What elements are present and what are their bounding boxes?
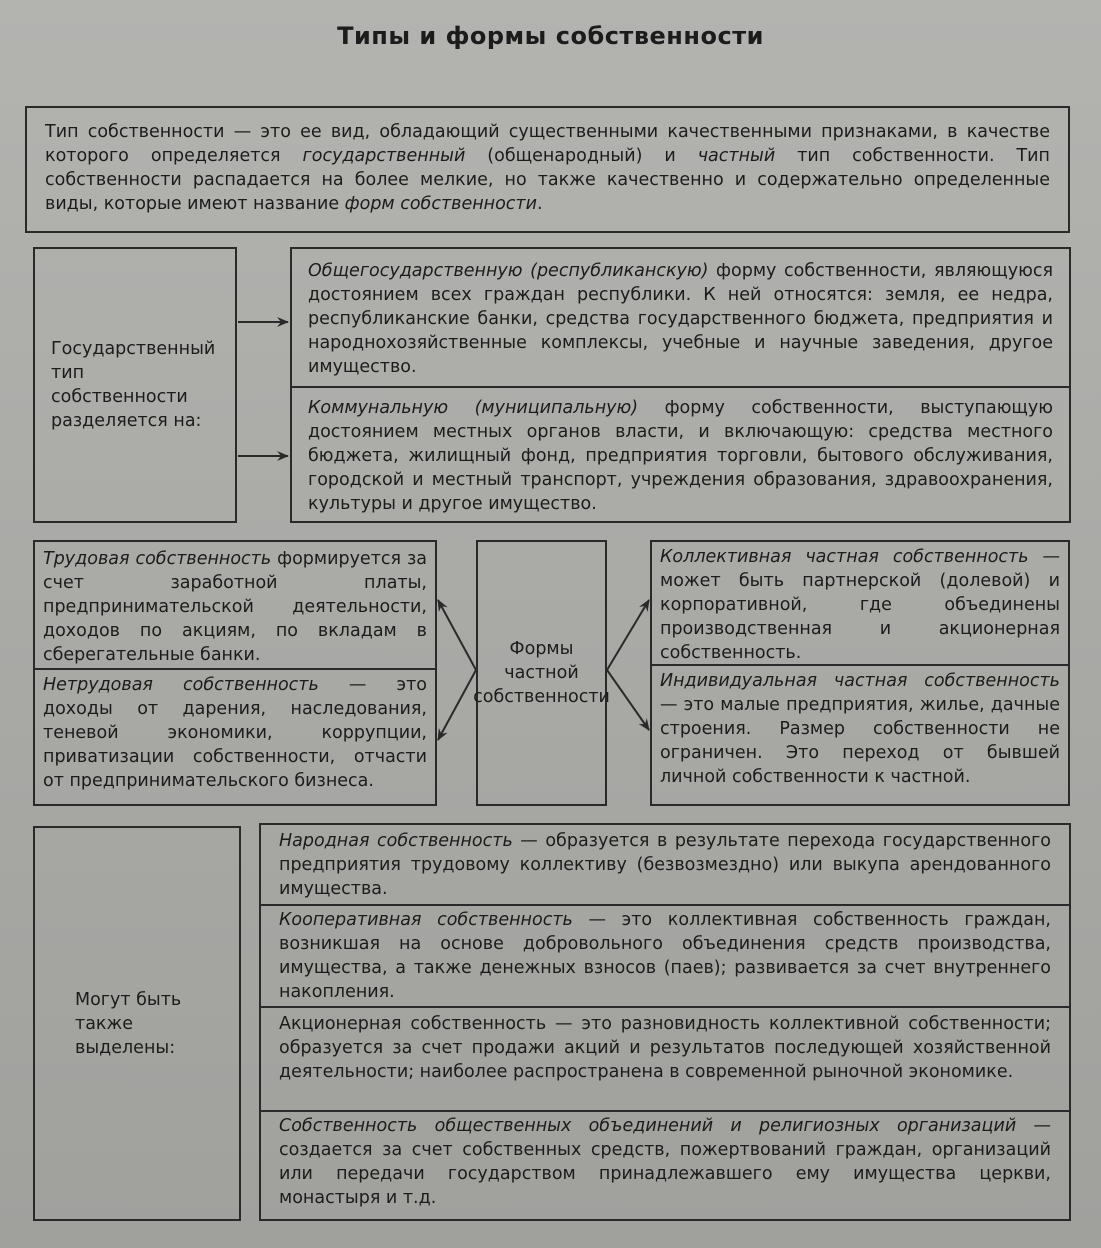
joint-stock-property-text: Акционерная собственность — это разновидность коллективной собственности; образуется за счет продажи акций и результатов последующей хозяйственной деятельности; наиболее распространена в современной рыночной экономике. — [279, 1014, 1051, 1082]
social-property-text: — создается за счет собственных средств, пожертвований граждан, организаций или передачи государством принадлежавшего ему имущества церкви, монастыря и т.д. — [279, 1116, 1051, 1208]
intro-text-2: (общенародный) и — [465, 146, 698, 166]
arrow-to-labor — [438, 600, 476, 670]
individual-private-text: — это малые предприятия, жилье, дачные строения. Размер собственности не ограничен. Это переход от бывшей личной собственности к частной. — [660, 695, 1060, 787]
arrow-to-collective — [607, 600, 649, 670]
people-property-title: Народная собственность — [279, 831, 513, 851]
people-property-text: — образуется в результате перехода государственного предприятия трудовому коллективу (безвозмездно) или выкупа арендованного имущества. — [279, 831, 1051, 899]
intro-text-3: тип собственности. Тип собственности распадается на более мелкие, но также качественно и содержательно определенные виды, которые имеют название — [45, 146, 1051, 214]
page-title: Типы и формы собственности — [337, 22, 764, 50]
coop-property-title: Кооперативная собственность — [279, 910, 573, 930]
labor-property-text: формируется за счет заработной платы, предпринимательской деятельности, доходов по акциям, по вкладам в сберегательные банки. — [43, 549, 427, 665]
republican-form-text: форму собственности, являющуюся достоянием всех граждан республики. К ней относятся: земля, ее недра, республиканские банки, средства государственного бюджета, предприятия и народнохозяйственные комплексы, учебные и научные заведения, другое имущество. — [308, 261, 1054, 377]
individual-private-title: Индивидуальная частная собственность — [660, 671, 1060, 691]
nonlabor-property-text: — это доходы от дарения, наследования, теневой экономики, коррупции, приватизации собственности, отчасти от предпринимательского бизнеса. — [43, 675, 427, 791]
also-label: Могут быть также выделены: — [75, 989, 182, 1058]
intro-text-4: . — [537, 194, 543, 214]
collective-private-text: — может быть партнерской (долевой) и корпоративной, где объединены производственная и акционерная собственность. — [660, 547, 1060, 663]
intro-italic-state: государственный — [302, 146, 466, 166]
intro-text-1: Тип собственности — это ее вид, обладающий существенными качественными признаками, в качестве которого определяется — [45, 122, 1050, 166]
republican-form-title: Общегосударственную (республиканскую) — [308, 261, 709, 281]
state-label: Государственный тип собственности разделяется на: — [51, 339, 216, 431]
nonlabor-property-title: Нетрудовая собственность — [43, 675, 319, 695]
intro-italic-forms: форм собственности — [344, 194, 537, 214]
collective-private-title: Коллективная частная собственность — [660, 547, 1029, 567]
intro-italic-private: частный — [697, 146, 776, 166]
municipal-form-text: форму собственности, выступающую достоянием местных органов власти, и включающую: средства местного бюджета, жилищный фонд, предприятия торговли, бытового обслуживания, городской и местный транспорт, учреждения образования, здравоохранения, культуры и другое имущество. — [308, 398, 1053, 514]
coop-property-text: — это коллективная собственность граждан, возникшая на основе добровольного объединения средств производства, имущества, а также денежных взносов (паев); развивается за счет внутреннего накопления. — [279, 910, 1051, 1002]
labor-property-title: Трудовая собственность — [43, 549, 272, 569]
arrow-to-nonlabor — [438, 670, 476, 740]
private-center-label: Формы частной собственности — [473, 639, 610, 707]
municipal-form-title: Коммунальную (муниципальную) — [308, 398, 639, 418]
social-property-title: Собственность общественных объединений и религиозных организаций — [279, 1116, 1017, 1136]
arrow-to-individual — [607, 670, 649, 730]
